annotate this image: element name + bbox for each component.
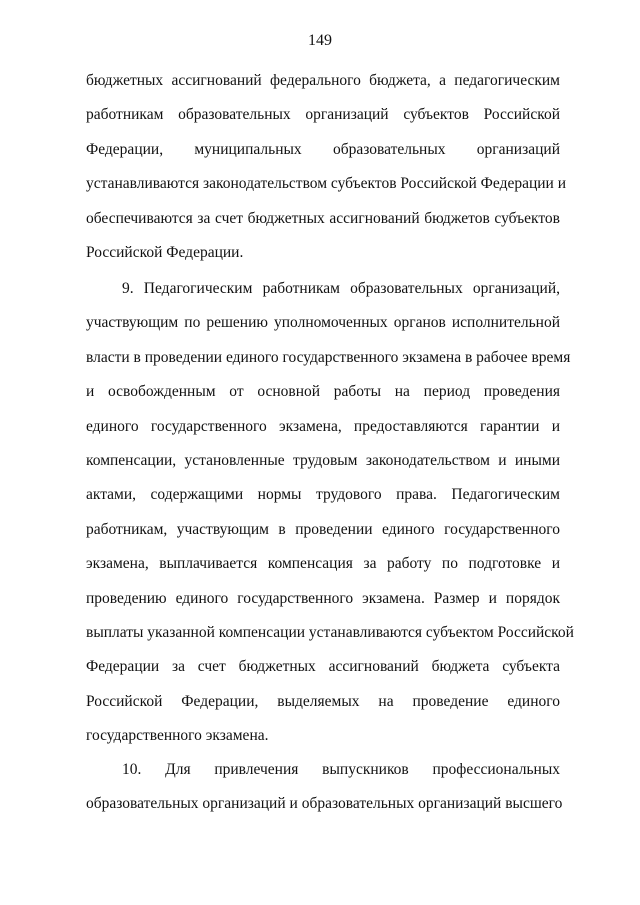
text-line: устанавливаются законодательством субъектов Российской Федерации и xyxy=(86,175,567,193)
text-line: компенсации, установленные трудовым законодательством и иными xyxy=(86,451,560,469)
text-line: государственного экзамена. xyxy=(86,727,269,745)
text-line: единого государственного экзамена, предоставляются гарантии и xyxy=(86,417,560,435)
text-line: бюджетных ассигнований федерального бюджета, а педагогическим xyxy=(86,72,560,89)
text-line: работникам, участвующим в проведении единого государственного xyxy=(86,520,560,538)
text-line: Российской Федерации. xyxy=(86,243,244,261)
text-line: экзамена, выплачивается компенсация за работу по подготовке и xyxy=(86,555,560,573)
text-line: Российской Федерации, выделяемых на проведение единого xyxy=(86,692,560,710)
paragraph-item-10 xyxy=(86,753,563,822)
text-line: 9. Педагогическим работникам образовательных организаций, xyxy=(122,280,560,297)
text-line: работникам образовательных организаций субъектов Российской xyxy=(86,106,560,124)
text-line: и освобожденным от основной работы на период проведения xyxy=(86,383,560,401)
text-line: образовательных организаций и образовательных организаций высшего xyxy=(86,795,563,813)
text-line: Федерации за счет бюджетных ассигнований бюджета субъекта xyxy=(86,658,560,676)
paragraph-item-9 xyxy=(86,272,574,753)
text-line: власти в проведении единого государственного экзамена в рабочее время xyxy=(86,348,571,366)
text-line: актами, содержащими нормы трудового права. Педагогическим xyxy=(86,486,560,504)
text-line: обеспечиваются за счет бюджетных ассигнований бюджетов субъектов xyxy=(86,209,560,227)
page-number: 149 xyxy=(308,32,332,49)
text-line: Федерации, муниципальных образовательных организаций xyxy=(86,140,560,158)
text-line: проведению единого государственного экзамена. Размер и порядок xyxy=(86,589,560,607)
text-line: 10. Для привлечения выпускников профессиональных xyxy=(122,761,560,778)
text-line: участвующим по решению уполномоченных органов исполнительной xyxy=(86,314,560,332)
text-line: выплаты указанной компенсации устанавливаются субъектом Российской xyxy=(86,623,574,641)
paragraph-continuation xyxy=(86,64,567,270)
